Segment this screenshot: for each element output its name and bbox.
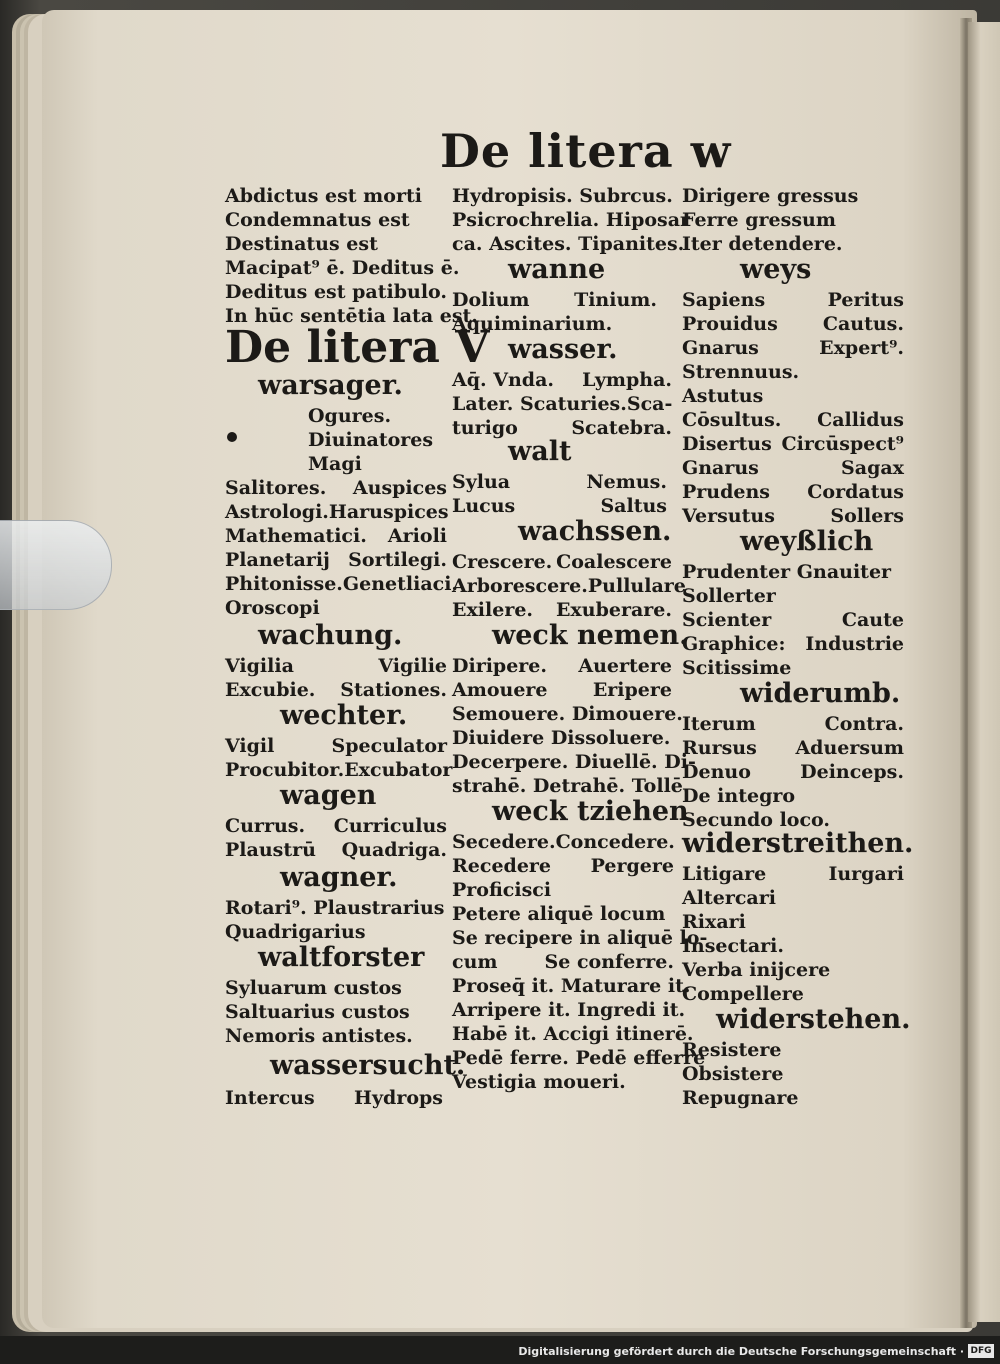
text-line: Diuinatores bbox=[308, 429, 434, 451]
entry-heading: widerstehen. bbox=[716, 1004, 911, 1035]
text-line: Iter detendere. bbox=[682, 233, 843, 255]
text-line: Repugnare bbox=[682, 1087, 799, 1109]
text-line: Oroscopi bbox=[225, 597, 320, 619]
word-pair: Exilere. Exuberare. bbox=[452, 599, 672, 621]
entry-heading: wasser. bbox=[508, 334, 618, 365]
word-pair: Mathematici. Arioli bbox=[225, 525, 447, 547]
text-line: In hūc sentētia lata est. bbox=[225, 305, 478, 327]
entry-heading: weyßlich bbox=[740, 526, 874, 557]
text-line: Ogures. bbox=[308, 405, 392, 427]
word-pair: Cōsultus. Callidus bbox=[682, 409, 904, 431]
text-line: Resistere bbox=[682, 1039, 782, 1061]
text-line: Pedē ferre. Pedē efferre bbox=[452, 1047, 706, 1069]
text-line: Syluarum custos bbox=[225, 977, 402, 999]
text-line: Saltuarius custos bbox=[225, 1001, 410, 1023]
word-pair: Sapiens Peritus bbox=[682, 289, 904, 311]
text-line: Abdictus est morti bbox=[225, 185, 422, 207]
entry-heading: weck nemen. bbox=[492, 620, 689, 651]
text-line: Insectari. bbox=[682, 935, 784, 957]
section-title-v: De litera V bbox=[225, 322, 490, 373]
word-pair: Denuo Deinceps. bbox=[682, 761, 904, 783]
text-line: Habē it. Accigi itinerē. bbox=[452, 1023, 694, 1045]
word-pair: Salitores. Auspices bbox=[225, 477, 447, 499]
word-pair: Sylua Nemus. bbox=[452, 471, 667, 493]
text-line: Altercari bbox=[682, 887, 776, 909]
entry-heading: wanne bbox=[508, 254, 606, 285]
word-pair: Gnarus Sagax bbox=[682, 457, 904, 479]
entry-heading: wachssen. bbox=[518, 516, 672, 547]
text-line: Ferre gressum bbox=[682, 209, 836, 231]
text-line: Nemoris antistes. bbox=[225, 1025, 413, 1047]
word-pair: Dolium Tinium. bbox=[452, 289, 657, 311]
text-line: Proseq̄ it. Maturare it. bbox=[452, 975, 691, 997]
text-line: Quadrigarius bbox=[225, 921, 366, 943]
text-line: Diuidere Dissoluere. bbox=[452, 727, 671, 749]
text-line: Proficisci bbox=[452, 879, 552, 901]
footer-credit: Digitalisierung gefördert durch die Deutsche Forschungsgemeinschaft · bbox=[518, 1345, 964, 1358]
text-line: Aquiminarium. bbox=[452, 313, 613, 335]
word-pair: Aq̄. Vnda. Lympha. bbox=[452, 369, 672, 391]
word-pair: cum Se conferre. bbox=[452, 951, 674, 973]
text-line: Petere aliquē locum bbox=[452, 903, 666, 925]
footer-bar bbox=[0, 1336, 1000, 1364]
entry-heading: weys bbox=[740, 254, 812, 285]
page-title: De litera w bbox=[440, 124, 732, 178]
word-pair: Iterum Contra. bbox=[682, 713, 904, 735]
word-pair: Intercus Hydrops bbox=[225, 1087, 443, 1109]
entry-heading: walt bbox=[508, 436, 572, 467]
word-pair: Diripere. Auertere bbox=[452, 655, 672, 677]
entry-heading: weck tziehen bbox=[492, 796, 689, 827]
text-line: Astutus bbox=[682, 385, 764, 407]
text-line: Hydropisis. Subrcus. bbox=[452, 185, 673, 207]
dfg-logo: DFG bbox=[968, 1344, 994, 1358]
text-line: Obsistere bbox=[682, 1063, 784, 1085]
word-pair: Procubitor. Excubator bbox=[225, 759, 453, 781]
text-line: Scitissime bbox=[682, 657, 792, 679]
word-pair: Arborescere. Pullulare bbox=[452, 575, 686, 597]
text-line: Strennuus. bbox=[682, 361, 800, 383]
word-pair: Excubie. Stationes. bbox=[225, 679, 447, 701]
word-pair: Amouere Eripere bbox=[452, 679, 672, 701]
word-pair: Litigare Iurgari bbox=[682, 863, 904, 885]
entry-heading: wagen bbox=[280, 780, 377, 811]
word-pair: Prudens Cordatus bbox=[682, 481, 904, 503]
entry-heading: waltforster bbox=[258, 942, 425, 973]
entry-heading: wachung. bbox=[258, 620, 403, 651]
word-pair: Vigil Speculator bbox=[225, 735, 447, 757]
text-line: Condemnatus est bbox=[225, 209, 410, 231]
text-line: Compellere bbox=[682, 983, 804, 1005]
text-line: Semouere. Dimouere. bbox=[452, 703, 683, 725]
word-pair: Rursus Aduersum bbox=[682, 737, 904, 759]
text-line: Magi bbox=[308, 453, 362, 475]
entry-heading: widerstreithen. bbox=[682, 828, 914, 859]
text-line: ca. Ascites. Tipanites. bbox=[452, 233, 685, 255]
word-pair: Currus. Curriculus bbox=[225, 815, 447, 837]
word-pair: Phitonisse. Genetliaci. bbox=[225, 573, 459, 595]
text-line: Psicrochrelia. Hiposar bbox=[452, 209, 691, 231]
text-line: Dirigere gressus bbox=[682, 185, 859, 207]
word-pair: Secedere. Concedere. bbox=[452, 831, 675, 853]
text-line: Sollerter bbox=[682, 585, 776, 607]
entry-heading: wechter. bbox=[280, 700, 408, 731]
text-line: Macipat⁹ ē. Deditus ē. bbox=[225, 257, 460, 279]
word-pair: Graphice: Industrie bbox=[682, 633, 904, 655]
word-pair: Prouidus Cautus. bbox=[682, 313, 904, 335]
word-pair: Vigilia Vigilie bbox=[225, 655, 447, 677]
word-pair: Lucus Saltus bbox=[452, 495, 667, 517]
text-line: Destinatus est bbox=[225, 233, 378, 255]
entry-heading: widerumb. bbox=[740, 678, 901, 709]
facing-page-edge bbox=[968, 22, 1000, 1322]
word-pair: Later. Scaturies. Sca- bbox=[452, 393, 673, 415]
text-line: Secundo loco. bbox=[682, 809, 830, 831]
word-pair: Versutus Sollers bbox=[682, 505, 904, 527]
word-pair: Plaustrū Quadriga. bbox=[225, 839, 447, 861]
word-pair: turigo Scatebra. bbox=[452, 417, 672, 439]
text-line: Vestigia moueri. bbox=[452, 1071, 626, 1093]
text-line: Se recipere in aliquē lo- bbox=[452, 927, 708, 949]
ink-dot bbox=[227, 432, 237, 442]
text-line: Verba inijcere bbox=[682, 959, 831, 981]
text-line: Rixari bbox=[682, 911, 746, 933]
text-line: Arripere it. Ingredi it. bbox=[452, 999, 686, 1021]
word-pair: Disertus Circūspect⁹ bbox=[682, 433, 904, 455]
word-pair: Astrologi. Haruspices bbox=[225, 501, 449, 523]
entry-heading: wagner. bbox=[280, 862, 398, 893]
text-line: Decerpere. Diuellē. Di- bbox=[452, 751, 696, 773]
word-pair: Scienter Caute bbox=[682, 609, 904, 631]
text-line: strahē. Detrahē. Tollē. bbox=[452, 775, 690, 797]
word-pair: Planetarij Sortilegi. bbox=[225, 549, 447, 571]
page-marker-tab bbox=[0, 520, 112, 610]
word-pair: Crescere. Coalescere bbox=[452, 551, 672, 573]
text-line: Deditus est patibulo. bbox=[225, 281, 448, 303]
word-pair: Gnarus Expert⁹. bbox=[682, 337, 904, 359]
entry-heading: warsager. bbox=[258, 370, 403, 401]
word-pair: Recedere Pergere bbox=[452, 855, 674, 877]
text-line: Prudenter Gnauiter bbox=[682, 561, 892, 583]
text-line: Rotari⁹. Plaustrarius bbox=[225, 897, 445, 919]
text-line: De integro bbox=[682, 785, 796, 807]
entry-heading: wassersucht. bbox=[270, 1050, 466, 1081]
